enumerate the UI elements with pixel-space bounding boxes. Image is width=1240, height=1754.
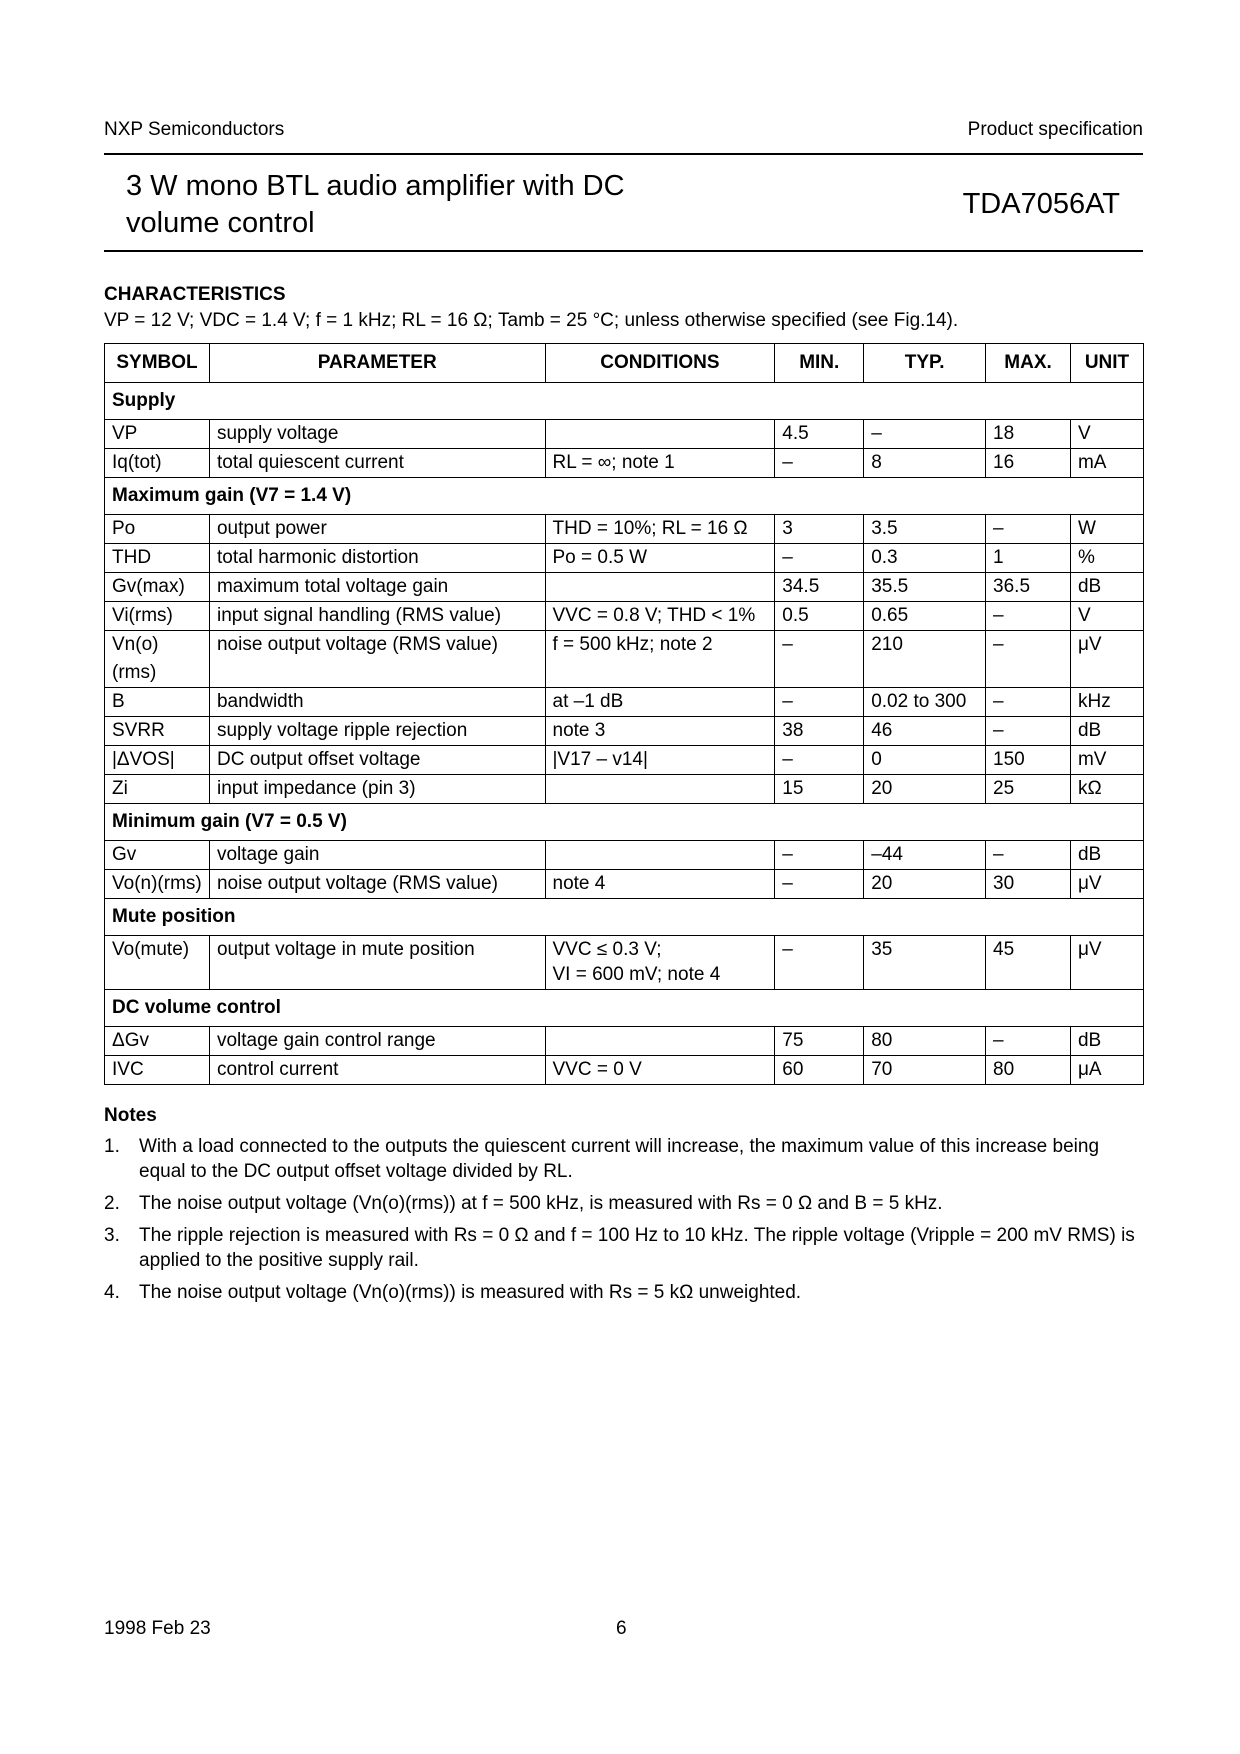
cell-parameter: input impedance (pin 3): [209, 775, 545, 804]
group-row: [105, 804, 1144, 841]
document-type: Product specification: [967, 119, 1143, 140]
conditions-line: VVC ≤ 0.3 V;: [552, 939, 662, 960]
cell-conditions: Po = 0.5 W: [545, 544, 775, 573]
cell-typ: 20: [864, 775, 986, 804]
cell-unit: V: [1070, 602, 1143, 631]
cell-typ: 0.3: [864, 544, 986, 573]
cell-typ: 0.02 to 300: [864, 688, 986, 717]
note-item: [104, 1223, 1144, 1273]
cell-conditions: at –1 dB: [545, 688, 775, 717]
cell-parameter: noise output voltage (RMS value): [209, 631, 545, 688]
cell-symbol: Iq(tot): [105, 449, 210, 478]
group-row: [105, 478, 1144, 515]
note-number: 1.: [104, 1136, 120, 1157]
column-header: MIN.: [775, 344, 864, 383]
column-header: MAX.: [986, 344, 1071, 383]
group-row: [105, 899, 1144, 936]
cell-unit: W: [1070, 515, 1143, 544]
table-row: [105, 544, 1144, 573]
cell-unit: μV: [1070, 936, 1143, 990]
cell-parameter: supply voltage: [209, 420, 545, 449]
group-label: Minimum gain (V7 = 0.5 V): [105, 804, 1144, 841]
cell-parameter: total quiescent current: [209, 449, 545, 478]
cell-min: 60: [775, 1056, 864, 1085]
cell-conditions: RL = ∞; note 1: [545, 449, 775, 478]
test-conditions: VP = 12 V; VDC = 1.4 V; f = 1 kHz; RL = 16 Ω; Tamb = 25 °C; unless otherwise specified (see Fig.14).: [104, 310, 959, 331]
cell-parameter: control current: [209, 1056, 545, 1085]
cell-symbol: Gv(max): [105, 573, 210, 602]
cell-conditions: [545, 936, 775, 990]
table-row: [105, 631, 1144, 688]
cell-parameter: DC output offset voltage: [209, 746, 545, 775]
table-row: [105, 1056, 1144, 1085]
cell-min: 4.5: [775, 420, 864, 449]
cell-parameter: output voltage in mute position: [209, 936, 545, 990]
note-item: [104, 1134, 1144, 1184]
cell-unit: mV: [1070, 746, 1143, 775]
cell-max: –: [986, 1027, 1071, 1056]
note-number: 2.: [104, 1193, 120, 1214]
table-row: [105, 515, 1144, 544]
cell-symbol: Vi(rms): [105, 602, 210, 631]
cell-max: 18: [986, 420, 1071, 449]
cell-max: 45: [986, 936, 1071, 990]
cell-parameter: total harmonic distortion: [209, 544, 545, 573]
cell-typ: 0: [864, 746, 986, 775]
cell-conditions: [545, 775, 775, 804]
cell-conditions: f = 500 kHz; note 2: [545, 631, 775, 688]
cell-min: –: [775, 936, 864, 990]
group-row: [105, 990, 1144, 1027]
conditions-line: VI = 600 mV; note 4: [552, 964, 721, 985]
title-divider: [104, 250, 1143, 252]
column-header: CONDITIONS: [545, 344, 775, 383]
note-number: 4.: [104, 1282, 120, 1303]
cell-unit: dB: [1070, 841, 1143, 870]
cell-typ: 3.5: [864, 515, 986, 544]
cell-min: 15: [775, 775, 864, 804]
cell-max: 1: [986, 544, 1071, 573]
cell-parameter: input signal handling (RMS value): [209, 602, 545, 631]
cell-conditions: [545, 573, 775, 602]
cell-symbol: Gv: [105, 841, 210, 870]
notes-title: Notes: [104, 1105, 157, 1126]
cell-parameter: bandwidth: [209, 688, 545, 717]
table-header-row: [105, 344, 1144, 383]
cell-min: –: [775, 746, 864, 775]
cell-unit: dB: [1070, 1027, 1143, 1056]
note-text: With a load connected to the outputs the quiescent current will increase, the maximum value of this increase being equal to the DC output offset voltage divided by RL.: [139, 1136, 1100, 1182]
group-label: Mute position: [105, 899, 1144, 936]
cell-conditions: [545, 1027, 775, 1056]
page-number: 6: [616, 1618, 627, 1639]
table-row: [105, 1027, 1144, 1056]
document-title: 3 W mono BTL audio amplifier with DC volume control: [126, 170, 625, 239]
table-row: [105, 775, 1144, 804]
part-number: TDA7056AT: [962, 188, 1120, 220]
cell-max: –: [986, 717, 1071, 746]
header-divider: [104, 153, 1143, 155]
cell-symbol: Zi: [105, 775, 210, 804]
group-label: Maximum gain (V7 = 1.4 V): [105, 478, 1144, 515]
cell-unit: V: [1070, 420, 1143, 449]
column-header: PARAMETER: [209, 344, 545, 383]
cell-max: 36.5: [986, 573, 1071, 602]
cell-min: –: [775, 449, 864, 478]
cell-symbol: Po: [105, 515, 210, 544]
cell-typ: 80: [864, 1027, 986, 1056]
cell-typ: 35.5: [864, 573, 986, 602]
column-header: UNIT: [1070, 344, 1143, 383]
table-row: [105, 841, 1144, 870]
note-item: [104, 1191, 1144, 1216]
cell-conditions: note 3: [545, 717, 775, 746]
cell-typ: 35: [864, 936, 986, 990]
cell-max: –: [986, 602, 1071, 631]
cell-typ: 210: [864, 631, 986, 688]
cell-parameter: output power: [209, 515, 545, 544]
cell-conditions: [545, 420, 775, 449]
cell-symbol: B: [105, 688, 210, 717]
table-row: [105, 936, 1144, 990]
cell-parameter: voltage gain: [209, 841, 545, 870]
cell-min: 38: [775, 717, 864, 746]
cell-typ: –: [864, 420, 986, 449]
cell-symbol: SVRR: [105, 717, 210, 746]
cell-symbol: Vo(n)(rms): [105, 870, 210, 899]
company-name: NXP Semiconductors: [104, 119, 285, 140]
characteristics-table: [104, 343, 1144, 1085]
table-row: [105, 573, 1144, 602]
cell-symbol: |ΔVOS|: [105, 746, 210, 775]
cell-parameter: supply voltage ripple rejection: [209, 717, 545, 746]
cell-typ: 70: [864, 1056, 986, 1085]
cell-unit: %: [1070, 544, 1143, 573]
section-title: CHARACTERISTICS: [104, 284, 286, 305]
cell-unit: μV: [1070, 631, 1143, 688]
cell-unit: kΩ: [1070, 775, 1143, 804]
cell-conditions: [545, 841, 775, 870]
table-row: [105, 449, 1144, 478]
cell-symbol: Vn(o)(rms): [105, 631, 210, 688]
cell-parameter: voltage gain control range: [209, 1027, 545, 1056]
group-label: DC volume control: [105, 990, 1144, 1027]
cell-unit: kHz: [1070, 688, 1143, 717]
note-text: The noise output voltage (Vn(o)(rms)) is measured with Rs = 5 kΩ unweighted.: [139, 1282, 802, 1303]
cell-min: –: [775, 870, 864, 899]
cell-unit: dB: [1070, 573, 1143, 602]
cell-unit: μV: [1070, 870, 1143, 899]
cell-conditions: THD = 10%; RL = 16 Ω: [545, 515, 775, 544]
cell-max: 150: [986, 746, 1071, 775]
cell-conditions: VVC = 0 V: [545, 1056, 775, 1085]
cell-max: –: [986, 841, 1071, 870]
group-row: [105, 383, 1144, 420]
group-label: Supply: [105, 383, 1144, 420]
note-text: The noise output voltage (Vn(o)(rms)) at f = 500 kHz, is measured with Rs = 0 Ω and B = 5 kHz.: [139, 1193, 943, 1214]
cell-symbol: THD: [105, 544, 210, 573]
note-number: 3.: [104, 1225, 120, 1246]
cell-min: –: [775, 631, 864, 688]
cell-conditions: |V17 – v14|: [545, 746, 775, 775]
column-header: TYP.: [864, 344, 986, 383]
cell-max: –: [986, 688, 1071, 717]
cell-max: –: [986, 631, 1071, 688]
cell-typ: 20: [864, 870, 986, 899]
cell-min: –: [775, 688, 864, 717]
cell-typ: –44: [864, 841, 986, 870]
cell-max: 25: [986, 775, 1071, 804]
footer-date: 1998 Feb 23: [104, 1618, 211, 1639]
cell-min: 3: [775, 515, 864, 544]
table-row: [105, 870, 1144, 899]
cell-min: 75: [775, 1027, 864, 1056]
cell-symbol: Vo(mute): [105, 936, 210, 990]
table-row: [105, 688, 1144, 717]
note-item: [104, 1280, 1144, 1305]
cell-parameter: noise output voltage (RMS value): [209, 870, 545, 899]
note-text: The ripple rejection is measured with Rs = 0 Ω and f = 100 Hz to 10 kHz. The ripple voltage (Vripple = 200 mV RMS) is applied to the positive supply rail.: [139, 1225, 1135, 1271]
cell-parameter: maximum total voltage gain: [209, 573, 545, 602]
cell-typ: 46: [864, 717, 986, 746]
table-row: [105, 746, 1144, 775]
cell-min: 34.5: [775, 573, 864, 602]
notes-list: [104, 1134, 1144, 1312]
cell-unit: μA: [1070, 1056, 1143, 1085]
table-row: [105, 717, 1144, 746]
cell-unit: dB: [1070, 717, 1143, 746]
table-row: [105, 420, 1144, 449]
cell-min: –: [775, 544, 864, 573]
cell-symbol: ΔGv: [105, 1027, 210, 1056]
cell-symbol: IVC: [105, 1056, 210, 1085]
cell-conditions: VVC = 0.8 V; THD < 1%: [545, 602, 775, 631]
cell-max: –: [986, 515, 1071, 544]
cell-unit: mA: [1070, 449, 1143, 478]
cell-typ: 8: [864, 449, 986, 478]
cell-conditions: note 4: [545, 870, 775, 899]
cell-symbol: VP: [105, 420, 210, 449]
cell-max: 80: [986, 1056, 1071, 1085]
cell-min: 0.5: [775, 602, 864, 631]
table-row: [105, 602, 1144, 631]
cell-max: 30: [986, 870, 1071, 899]
cell-typ: 0.65: [864, 602, 986, 631]
column-header: SYMBOL: [105, 344, 210, 383]
cell-max: 16: [986, 449, 1071, 478]
cell-min: –: [775, 841, 864, 870]
